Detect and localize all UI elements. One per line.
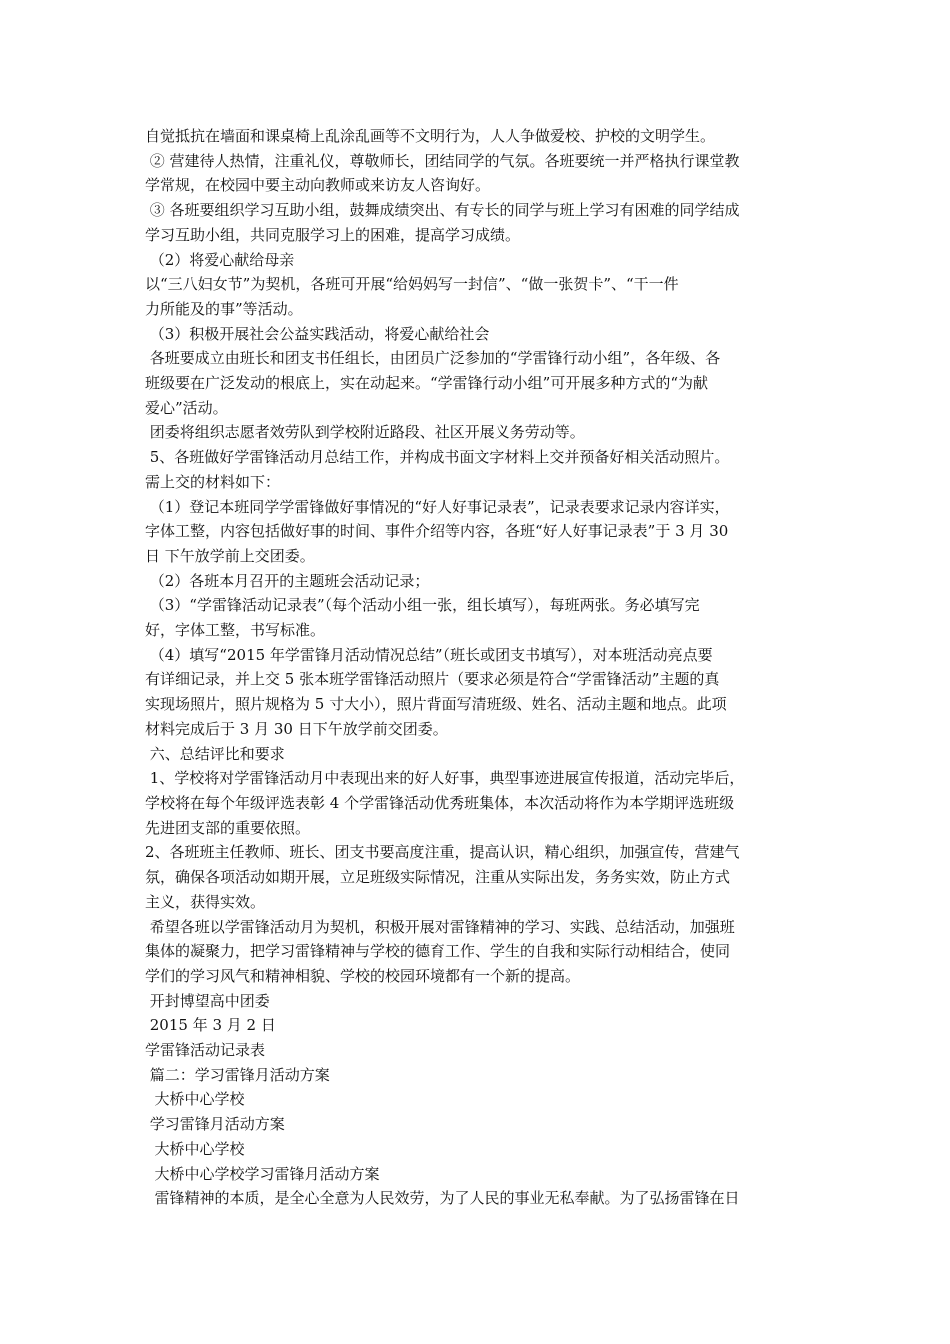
document-text-line: 主义，获得实效。	[145, 892, 266, 911]
document-text-line: 学习互助小组，共同克服学习上的困难，提高学习成绩。	[145, 225, 521, 244]
document-text-line: 力所能及的事”等活动。	[145, 299, 303, 318]
document-text-line: 先进团支部的重要依照。	[145, 818, 311, 837]
document-text-line: 日 下午放学前上交团委。	[145, 546, 315, 565]
document-text-line: 大桥中心学校学习雷锋月活动方案	[145, 1164, 380, 1183]
document-text-line: 班级要在广泛发动的根底上，实在动起来。“学雷锋行动小组”可开展多种方式的“为献	[145, 374, 709, 393]
document-text-line: 氛，确保各项活动如期开展，立足班级实际情况，注重从实际出发，务务实效，防止方式	[145, 868, 731, 887]
document-text-line: 字体工整，内容包括做好事的时间、事件介绍等内容，各班“好人好事记录表”于 3 月 30	[145, 522, 729, 541]
document-text-line: 以“三八妇女节”为契机，各班可开展“给妈妈写一封信”、“做一张贺卡”、“干一件	[145, 275, 679, 294]
document-text-line: 各班要成立由班长和团支书任组长，由团员广泛参加的“学雷锋行动小组”，各年级、各	[145, 349, 721, 368]
document-text-line: 2、各班班主任教师、班长、团支书要高度注重，提高认识，精心组织，加强宣传，营建气	[145, 843, 740, 862]
document-body	[145, 124, 813, 1211]
document-text-line: 自觉抵抗在墙面和课桌椅上乱涂乱画等不文明行为，人人争做爱校、护校的文明学生。	[145, 127, 716, 145]
document-text-line: 爱心”活动。	[145, 398, 228, 417]
document-text-line: 1、学校将对学雷锋活动月中表现出来的好人好事，典型事迹进展宣传报道，活动完毕后，	[145, 769, 745, 788]
document-text-line: 实现场照片，照片规格为 5 寸大小），照片背面写清班级、姓名、活动主题和地点。此项	[145, 695, 727, 714]
document-text-line: 学们的学习风气和精神相貌、学校的校园环境都有一个新的提高。	[145, 966, 581, 985]
document-text-line: 学习雷锋月活动方案	[145, 1115, 285, 1134]
document-text-line: 学雷锋活动记录表	[145, 1041, 266, 1060]
document-text-line: 开封博望高中团委	[145, 991, 270, 1010]
document-text-line: 大桥中心学校	[145, 1139, 245, 1158]
document-text-line: 大桥中心学校	[145, 1090, 245, 1109]
document-text-line: 六、总结评比和要求	[145, 744, 285, 763]
document-text-line: 学常规，在校园中要主动向教师或来访友人咨询好。	[145, 176, 491, 195]
document-text-line: 材料完成后于 3 月 30 日下午放学前交团委。	[145, 719, 448, 738]
document-text-line: （2）各班本月召开的主题班会活动记录；	[145, 571, 430, 590]
document-text-line: 团委将组织志愿者效劳队到学校附近路段、社区开展义务劳动等。	[145, 423, 585, 442]
document-text-line: 集体的凝聚力，把学习雷锋精神与学校的德育工作、学生的自我和实际行动相结合，使同	[145, 942, 731, 961]
document-text-line: （2）将爱心献给母亲	[145, 250, 295, 269]
document-text-line: ③ 各班要组织学习互助小组，鼓舞成绩突出、有专长的同学与班上学习有困难的同学结成	[145, 201, 740, 220]
document-text-line: 有详细记录，并上交 5 张本班学雷锋活动照片（要求必须是符合“学雷锋活动”主题的真	[145, 670, 720, 689]
document-text-line: 好，字体工整，书写标准。	[145, 621, 326, 640]
document-text-line: 希望各班以学雷锋活动月为契机，积极开展对雷锋精神的学习、实践、总结活动，加强班	[145, 917, 735, 936]
document-text-line: 篇二：学习雷锋月活动方案	[145, 1065, 330, 1084]
document-text-line: 雷锋精神的本质，是全心全意为人民效劳，为了人民的事业无私奉献。为了弘扬雷锋在日	[145, 1189, 740, 1208]
document-text-line: 需上交的材料如下：	[145, 472, 281, 491]
document-text-line: 5、各班做好学雷锋活动月总结工作，并构成书面文字材料上交并预备好相关活动照片。	[145, 448, 730, 467]
document-text-line: （3）积极开展社会公益实践活动，将爱心献给社会	[145, 324, 490, 343]
document-text-line: （3）“学雷锋活动记录表”（每个活动小组一张，组长填写），每班两张。务必填写完	[145, 596, 700, 615]
document-text-line: （4）填写“2015 年学雷锋月活动情况总结”（班长或团支书填写），对本班活动亮点要	[145, 645, 713, 664]
document-text-line: ② 营建待人热情，注重礼仪，尊敬师长，团结同学的气氛。各班要统一并严格执行课堂教	[145, 151, 740, 170]
document-text-line: 学校将在每个年级评选表彰 4 个学雷锋活动优秀班集体，本次活动将作为本学期评选班级	[145, 793, 735, 812]
document-text-line: 2015 年 3 月 2 日	[145, 1016, 276, 1035]
document-text-line: （1）登记本班同学学雷锋做好事情况的“好人好事记录表”，记录表要求记录内容详实，	[145, 497, 730, 516]
